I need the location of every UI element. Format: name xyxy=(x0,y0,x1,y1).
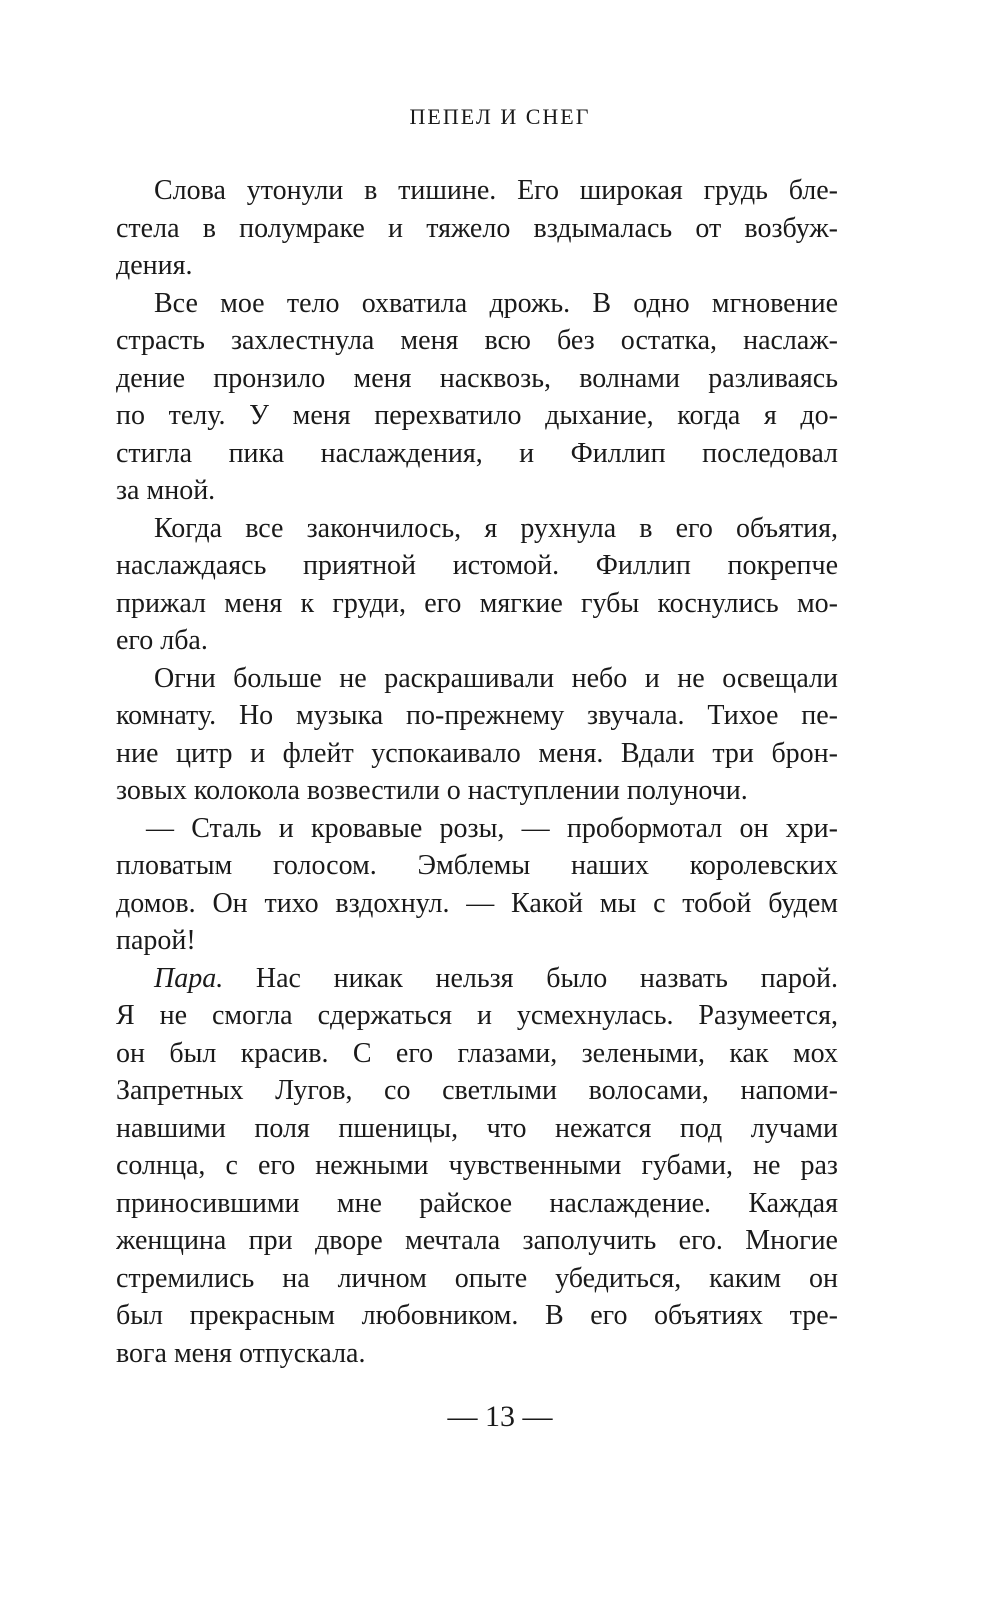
text-line xyxy=(116,360,838,398)
text-line xyxy=(116,397,838,435)
text-line xyxy=(116,1185,838,1223)
text-line xyxy=(116,1147,838,1185)
text-line xyxy=(116,547,838,585)
line-text: домов. Он тихо вздохнул. — Какой мы с тобой будем xyxy=(116,887,838,919)
line-text: дения. xyxy=(116,250,193,281)
italic-word: Пара. xyxy=(154,962,224,994)
text-line xyxy=(116,660,838,698)
line-text: приносившими мне райское наслаждение. Каждая xyxy=(116,1187,838,1219)
line-text: Нас никак нельзя было назвать парой. xyxy=(223,962,838,994)
text-line xyxy=(116,772,838,810)
text-line xyxy=(116,810,838,848)
line-text: за мной. xyxy=(116,475,216,506)
line-text: он был красив. С его глазами, зелеными, как мох xyxy=(116,1037,838,1069)
body-text xyxy=(116,172,838,1372)
text-line xyxy=(116,1072,838,1110)
text-line xyxy=(116,922,838,960)
line-text: дение пронзило меня насквозь, волнами разливаясь xyxy=(116,362,838,394)
text-line xyxy=(116,322,838,360)
line-text: пловатым голосом. Эмблемы наших королевских xyxy=(116,850,838,881)
text-line xyxy=(116,1035,838,1073)
line-text: зовых колокола возвестили о наступлении полуночи. xyxy=(116,775,748,806)
text-line xyxy=(116,847,838,885)
line-text: Огни больше не раскрашивали небо и не освещали xyxy=(154,662,838,694)
text-line xyxy=(116,735,838,773)
text-line xyxy=(116,585,838,623)
line-text: комнату. Но музыка по-прежнему звучала. Тихое пе- xyxy=(116,700,838,731)
line-text: солнца, с его нежными чувственными губами, не раз xyxy=(116,1150,838,1181)
text-line xyxy=(116,885,838,923)
text-line xyxy=(116,1297,838,1335)
text-line xyxy=(116,210,838,248)
text-line xyxy=(116,247,838,285)
text-line xyxy=(116,997,838,1035)
text-line xyxy=(116,472,838,510)
line-text: — Сталь и кровавые розы, — пробормотал он хри- xyxy=(146,812,838,844)
line-text: его лба. xyxy=(116,625,208,656)
text-line xyxy=(116,510,838,548)
text-line xyxy=(116,622,838,660)
text-line xyxy=(116,172,838,210)
text-line xyxy=(116,1110,838,1148)
line-text: вога меня отпускала. xyxy=(116,1337,366,1369)
line-text: Я не смогла сдержаться и усмехнулась. Разумеется, xyxy=(116,1000,838,1031)
line-text: Все мое тело охватила дрожь. В одно мгновение xyxy=(154,287,838,319)
line-text: парой! xyxy=(116,925,196,956)
text-line xyxy=(116,697,838,735)
line-text: Запретных Лугов, со светлыми волосами, напоми- xyxy=(116,1075,838,1106)
line-text: по телу. У меня перехватило дыхание, когда я до- xyxy=(116,400,838,431)
line-text: стела в полумраке и тяжело вздымалась от возбуж- xyxy=(116,212,838,244)
line-text: был прекрасным любовником. В его объятиях тре- xyxy=(116,1300,838,1331)
line-text: навшими поля пшеницы, что нежатся под лучами xyxy=(116,1112,838,1144)
page-number: — 13 — xyxy=(447,1400,553,1433)
text-line xyxy=(116,960,838,998)
text-line xyxy=(116,285,838,323)
text-line xyxy=(116,435,838,473)
line-text: стигла пика наслаждения, и Филлип последовал xyxy=(116,437,838,469)
line-text: женщина при дворе мечтала заполучить его. Многие xyxy=(116,1225,838,1256)
running-head: ПЕПЕЛ И СНЕГ xyxy=(409,104,591,129)
text-line xyxy=(116,1222,838,1260)
line-text: ние цитр и флейт успокаивало меня. Вдали три брон- xyxy=(116,737,838,769)
text-line xyxy=(116,1260,838,1298)
line-text: наслаждаясь приятной истомой. Филлип покрепче xyxy=(116,550,838,581)
line-text: Когда все закончилось, я рухнула в его объятия, xyxy=(154,512,838,544)
line-text: Слова утонули в тишине. Его широкая грудь бле- xyxy=(154,175,838,206)
line-text: страсть захлестнула меня всю без остатка, наслаж- xyxy=(116,325,838,356)
text-line xyxy=(116,1335,838,1373)
line-text: прижал меня к груди, его мягкие губы коснулись мо- xyxy=(116,587,838,619)
line-text: стремились на личном опыте убедиться, каким он xyxy=(116,1262,838,1294)
